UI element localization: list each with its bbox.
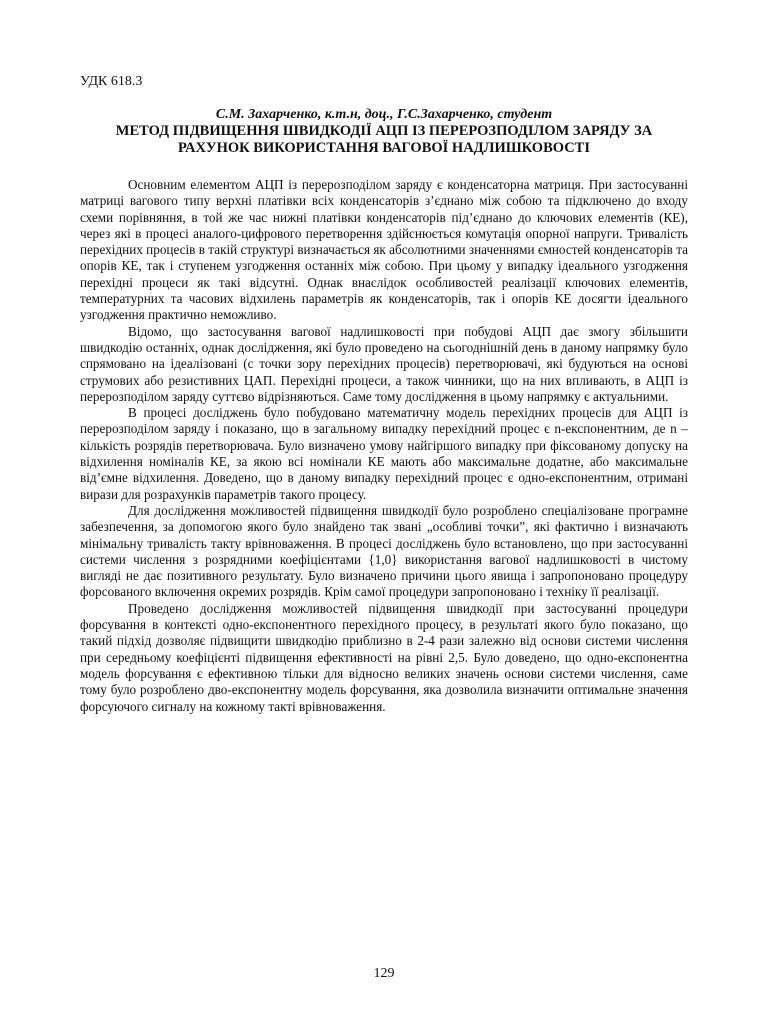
paragraph-4: Для дослідження можливостей підвищення швидкодії було розроблено спеціалізоване програмне забезпечення, за допомогою якого було знайдено так звані „особливі точки”, які фактично і визначають мінімальну тривалість такту врівноваження. В процесі досліджень було встановлено, що при застосуванні системи числення з розрядними коефіцієнтами {1,0} використання вагової надлишковості в чистому вигляді не дає позитивного результату. Було визначено причини цього явища і запропоновано процедуру форсованого включення окремих розрядів. Крім самої процедури запропоновано і техніку її реалізації. bbox=[80, 502, 688, 600]
paper-title: МЕТОД ПІДВИЩЕННЯ ШВИДКОДІЇ АЦП ІЗ ПЕРЕРОЗПОДІЛОМ ЗАРЯДУ ЗА РАХУНОК ВИКОРИСТАННЯ ВАГОВОЇ НАДЛИШКОВОСТІ bbox=[115, 123, 653, 156]
paragraph-1: Основним елементом АЦП із перерозподілом заряду є конденсаторна матриця. При застосуванні матриці вагового типу верхні платівки всіх конденсаторів з’єднано між собою та підключено до входу схеми порівняння, в той же час нижні платівки конденсаторів під’єднано до ключових елементів (КЕ), через які в процесі аналого-цифрового перетворення здійснюється комутація опорної напруги. Тривалість перехідних процесів в такій структурі визначається як абсолютними значеннями ємностей конденсаторів та опорів КЕ, так і ступенем узгодження останніх між собою. При цьому у випадку ідеального узгодження перехідні процеси як такі відсутні. Однак внаслідок особливостей реалізації ключових елементів, температурних та часових відхилень параметрів як конденсаторів, так і опорів КЕ досягти ідеального узгодження практично неможливо. bbox=[80, 177, 688, 323]
paragraph-2: Відомо, що застосування вагової надлишковості при побудові АЦП дає змогу збільшити швидкодію останніх, однак дослідження, які було проведено на сьогоднішній день в даному напрямку було спрямовано на ідеалізовані (с точки зору перехідних процесів) перетворювачі, які будуються на основі струмових або резистивних ЦАП. Перехідні процеси, а також чинники, що на них впливають, в АЦП із перерозподілом заряду суттєво відрізняються. Саме тому дослідження в цьому напрямку є актуальними. bbox=[80, 323, 688, 404]
paragraph-3: В процесі досліджень було побудовано математичну модель перехідних процесів для АЦП із перерозподілом заряду і показано, що в загальному випадку перехідний процес є n-експонентним, де n – кількість розрядів перетворювача. Було визначено умову найгіршого випадку при фіксованому допуску на відхилення номіналів КЕ, за якою всі номінали КЕ мають або максимальне додатне, або максимальне від’ємне відхилення. Доведено, що в даному випадку перехідний процес є одно-експонентним, отримані вирази для розрахунків параметрів такого процесу. bbox=[80, 405, 688, 502]
authors-line: С.М. Захарченко, к.т.н, доц., Г.С.Захарченко, студент bbox=[215, 107, 553, 122]
abstract-body bbox=[80, 177, 688, 715]
paragraph-5: Проведено дослідження можливостей підвищення швидкодії при застосуванні процедури форсування в контексті одно-експонентного перехідного процесу, в результаті якого було показано, що такий підхід дозволяє підвищити швидкодію приблизно в 2-4 рази залежно від основи системи числення при середньому коефіцієнті підвищення ефективності на рівні 2,5. Було доведено, що одно-експонентна модель форсування є ефективною тільки для відносно великих значень основи системи числення, саме тому було розроблено дво-експонентну модель форсування, яка дозволила визначити оптимальне значення форсуючого сигналу на кожному такті врівноваження. bbox=[80, 600, 688, 714]
page-number: 129 bbox=[373, 966, 395, 981]
udc-code: УДК 618.3 bbox=[80, 74, 143, 89]
